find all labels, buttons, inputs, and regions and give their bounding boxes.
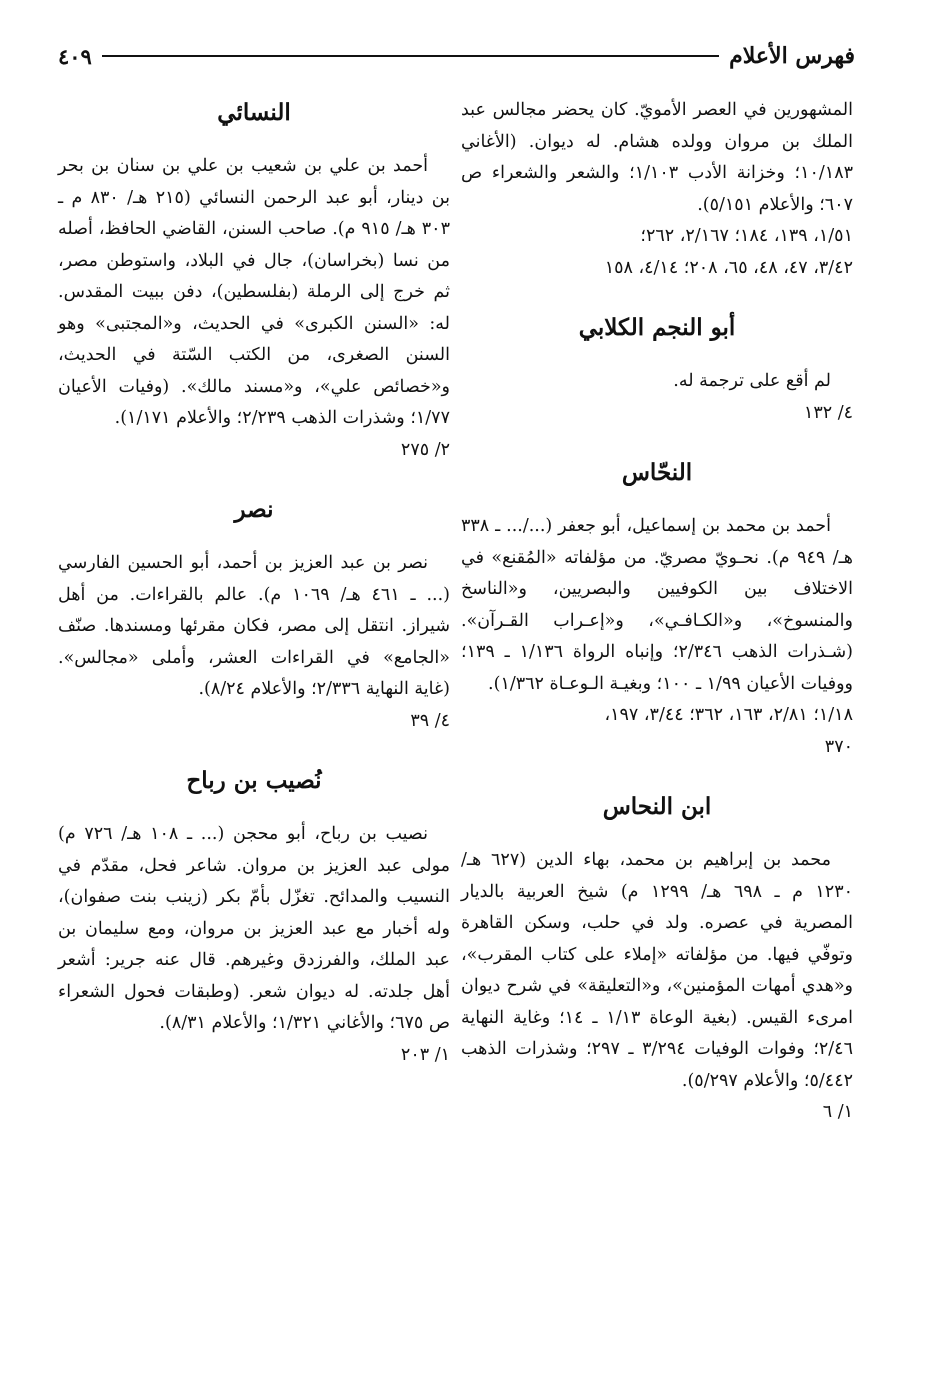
continued-entry-refs-1: ١/٥١، ١٣٩، ١٨٤؛ ٢/١٦٧، ٢٦٢؛	[640, 226, 853, 246]
entry-text: نصر بن عبد العزيز بن أحمد، أبو الحسين الفارسي (... ـ ٤٦١ هـ/ ١٠٦٩ م). عالم بالقراءات. من أهل شيراز. انتقل إلى مصر، فكان مقرئها ومسندها. صنّف «الجامع» في القراءات العشر، وأملى «مجالس». (غاية النهاية ٢/٣٣٦؛ والأعلام ٨/٢٤).	[58, 553, 450, 699]
right-column	[461, 95, 853, 1129]
continued-entry-refs-2: ٣/٤٢، ٤٧، ٤٨، ٦٥، ٢٠٨؛ ٤/١٤، ١٥٨	[604, 257, 853, 278]
entry-title: نُصيب بن رباح	[186, 767, 322, 794]
entry-text: نصيب بن رباح، أبو محجن (... ـ ١٠٨ هـ/ ٧٢٦ م) مولى عبد العزيز بن مروان. شاعر فحل، مقدّم في النسيب والمدائح. تغزّل بأمّ بكر (زينب بنت صفوان)، وله أخبار مع عبد العزيز بن مروان، ومع سليمان بن عبد الملك، والفرزدق وغيرهم. قال عنه جرير: أشعر أهل جلدته. له ديوان شعر. (وطبقات فحول الشعراء ص ٦٧٥؛ والأغاني ١/٣٢١؛ والأعلام ٨/٣١).	[58, 824, 450, 1033]
page-number: ٤٠٩	[58, 43, 92, 69]
entry-refs: ٢/ ٢٧٥	[400, 439, 450, 460]
entry-text: محمد بن إبراهيم بن محمد، بهاء الدين (٦٢٧ هـ/ ١٢٣٠ م ـ ٦٩٨ هـ/ ١٢٩٩ م) شيخ العربية بالديار المصرية في عصره. ولد في حلب، وسكن القاهرة وتوفّي فيها. من مؤلفاته «إملاء على كتاب المقرب»، و«هدي أمهات المؤمنين»، و«التعليقة» في شرح ديوان امرىء القيس. (بغية الوعاة ١/١٣ ـ ١٤؛ وغاية النهاية ٢/٤٦؛ وفوات الوفيات ٣/٢٩٤ ـ ٢٩٧؛ وشذرات الذهب ٥/٤٤٢؛ والأعلام ٥/٢٩٧).	[461, 850, 853, 1091]
entry-text: لم أقع على ترجمة له.	[673, 371, 831, 391]
left-column	[58, 95, 450, 1071]
entry-alnasai	[58, 97, 450, 466]
entry-text: أحمد بن محمد بن إسماعيل، أبو جعفر (.../... ـ ٣٣٨ هـ/ ٩٤٩ م). نحـويّ مصريّ. من مؤلفاته «المُقنع» في الاختلاف بين الكوفيين والبصريين، و«الناسخ والمنسوخ»، و«الكـافـي»، و«إعـراب القـرآن». (شـذرات الذهب ٢/٣٤٦؛ وإنباه الرواة ١/١٣٦ ـ ١٣٩؛ ووفيات الأعيان ١/٩٩ ـ ١٠٠؛ وبغيـة الـوعـاة ١/٣٦٢).	[461, 516, 853, 694]
entry-ibn-alnahhas	[461, 791, 853, 1129]
running-title: فهرس الأعلام	[729, 43, 855, 69]
continued-entry-text: المشهورين في العصر الأمويّ. كان يحضر مجالس عبد الملك بن مروان وولده هشام. له ديوان. (الأغاني ١٠/١٨٣؛ وخزانة الأدب ١/١٠٣؛ والشعر والشعراء ص ٦٠٧؛ والأعلام ٥/١٥١).	[461, 100, 853, 215]
entry-text: أحمد بن علي بن شعيب بن علي بن سنان بن بحر بن دينار، أبو عبد الرحمن النسائي (٢١٥ هـ/ ٨٣٠ م ـ ٣٠٣ هـ/ ٩١٥ م). صاحب السنن، القاضي الحافظ، أصله من نسا (بخراسان)، جال في البلاد، واستوطن مصر، ثم خرج إلى الرملة (بفلسطين)، دفن ببيت المقدس. له: «السنن الكبرى» في الحديث، و«المجتبى» وهو السنن الصغرى، من الكتب السّتة في الحديث، و«خصائص علي»، و«مسند مالك». (وفيات الأعيان ١/٧٧؛ وشذرات الذهب ٢/٢٣٩؛ والأعلام ١/١٧١).	[58, 156, 450, 428]
entry-refs: ١/١٨؛ ٢/٨١، ١٦٣، ٣٦٢؛ ٣/٤٤، ١٩٧،	[604, 705, 853, 725]
entry-nasr	[58, 494, 450, 737]
entry-refs: ٤/ ٣٩	[410, 710, 450, 731]
entry-refs: ٣٧٠	[824, 736, 853, 757]
entry-nusayb	[58, 765, 450, 1071]
entry-title: ابن النحاس	[602, 793, 712, 820]
entry-title: أبو النجم الكلابي	[578, 314, 736, 341]
entry-alnahhas	[461, 457, 853, 763]
entry-abu-alnajm	[461, 312, 853, 429]
entry-refs: ١/ ٦	[822, 1102, 853, 1122]
entry-refs: ١/ ٢٠٣	[400, 1044, 450, 1065]
entry-title: النسائي	[217, 99, 291, 126]
entry-title: نصر	[234, 496, 274, 523]
page-header	[58, 36, 855, 76]
entry-title: النحّاس	[621, 459, 693, 486]
header-rule	[102, 55, 719, 57]
entry-refs: ٤/ ١٣٢	[803, 402, 853, 423]
